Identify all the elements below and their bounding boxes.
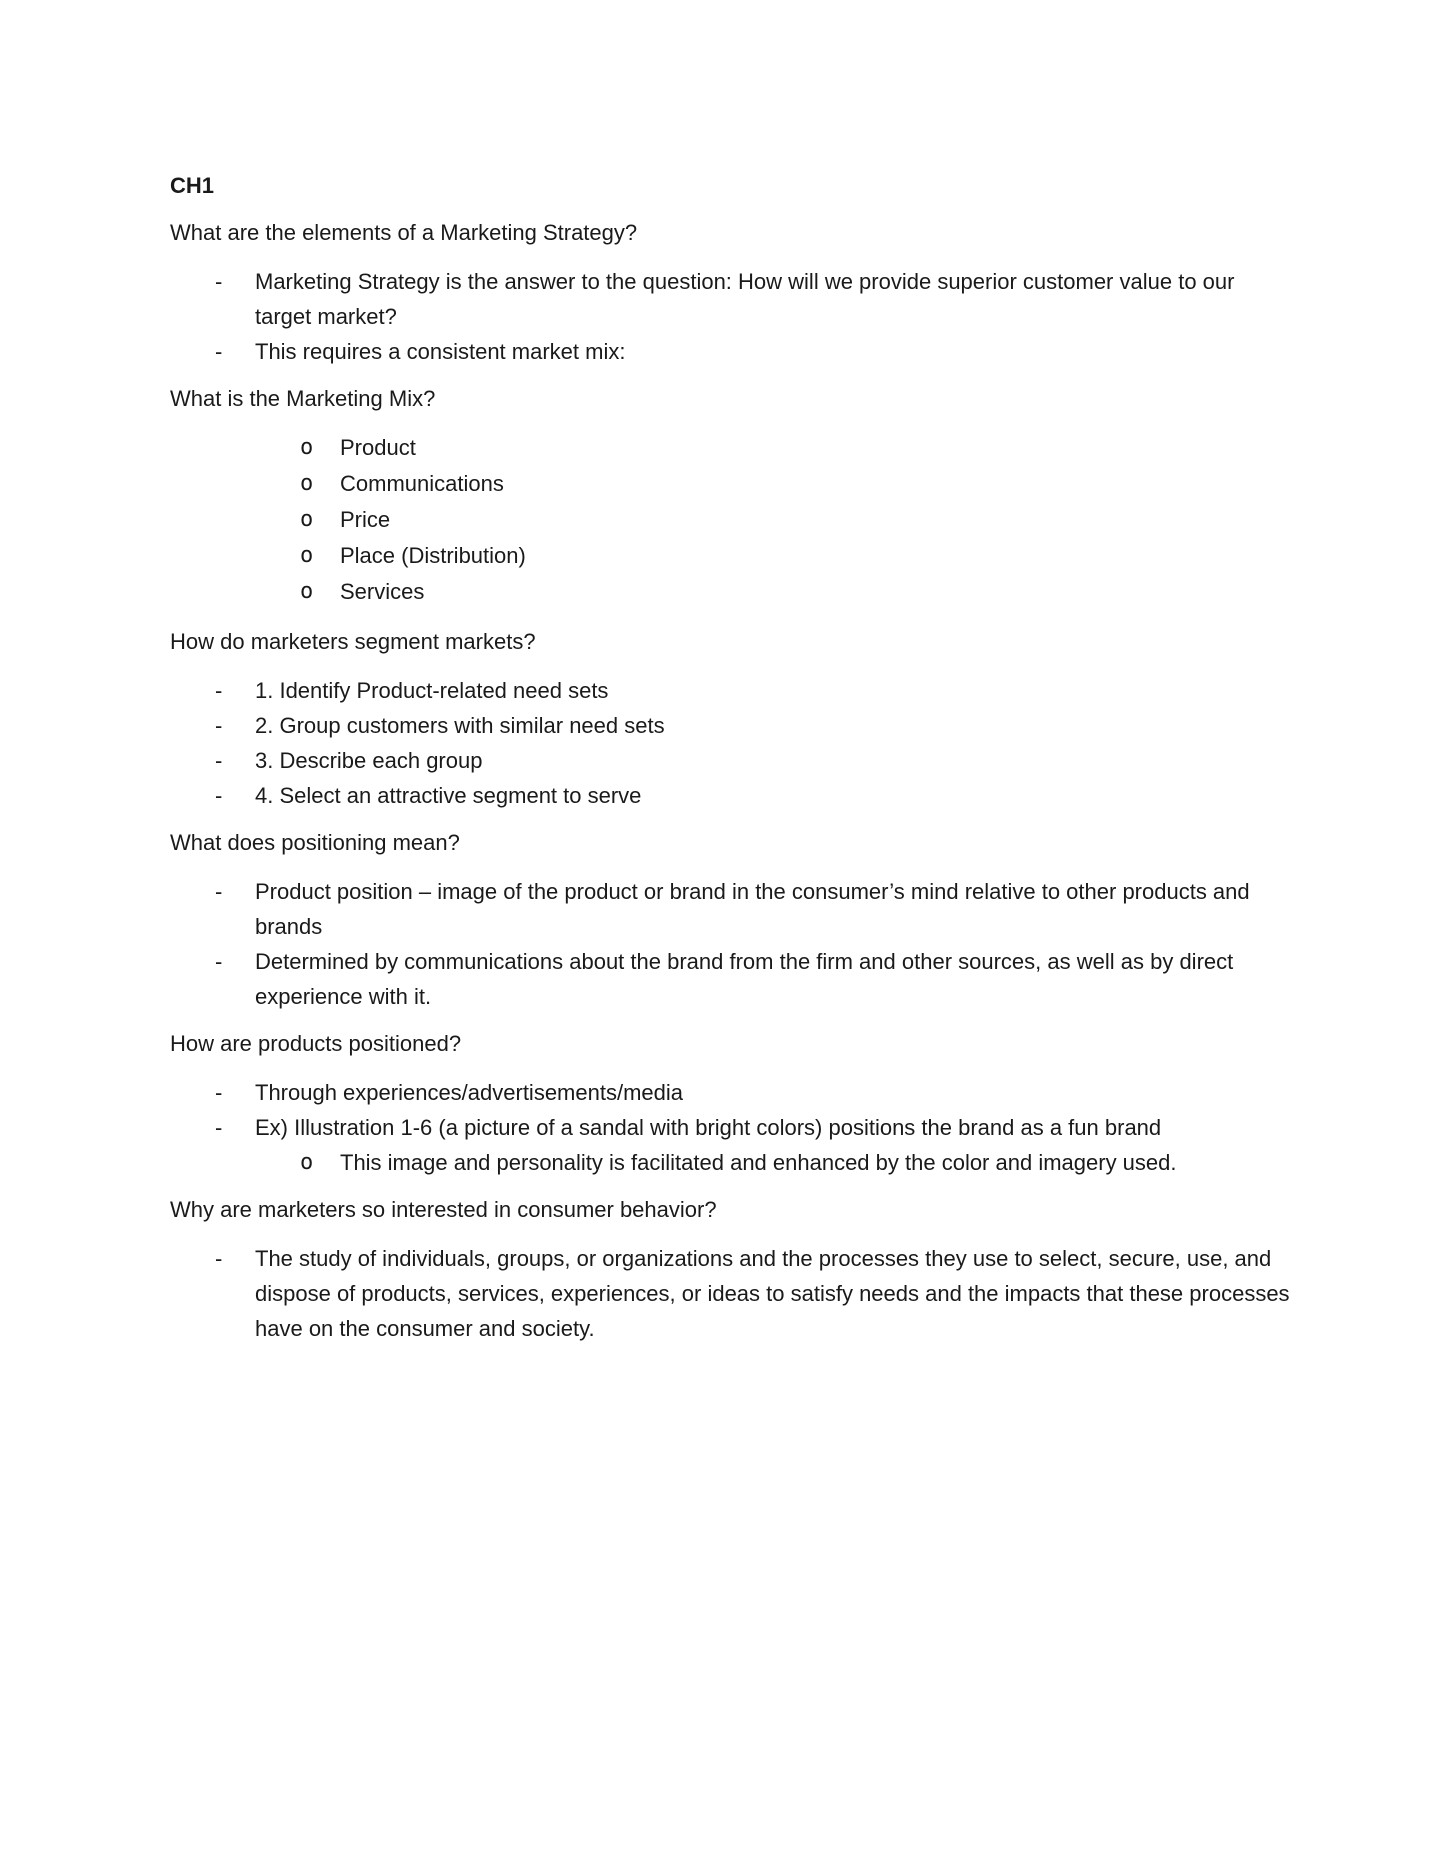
question-positioning-meaning: What does positioning mean? bbox=[170, 830, 460, 855]
list-item bbox=[170, 264, 1290, 334]
sub-list bbox=[170, 1145, 1290, 1180]
list-item-text: Communications bbox=[340, 471, 504, 496]
question-marketing-mix: What is the Marketing Mix? bbox=[170, 386, 436, 411]
list-item-text: The study of individuals, groups, or organizations and the processes they use to select, secure, use, and dispose of products, services, experiences, or ideas to satisfy needs and the impacts that these processes have on the consumer and society. bbox=[255, 1246, 1290, 1341]
answer-list-segment-markets bbox=[170, 673, 1290, 813]
sub-list-item bbox=[170, 1145, 1290, 1180]
answer-list-positioning-meaning bbox=[170, 874, 1290, 1014]
circle-bullet: o bbox=[300, 579, 314, 604]
circle-bullet: o bbox=[300, 1150, 314, 1175]
list-item-text: This requires a consistent market mix: bbox=[255, 339, 626, 364]
list-item-text: Determined by communications about the brand from the firm and other sources, as well as by direct experience with it. bbox=[255, 949, 1234, 1009]
dash-bullet: - bbox=[215, 269, 223, 294]
list-item bbox=[170, 778, 1290, 813]
answer-list-products-positioned bbox=[170, 1075, 1290, 1180]
list-item-text: 3. Describe each group bbox=[255, 748, 483, 773]
dash-bullet: - bbox=[215, 1246, 223, 1271]
list-item bbox=[170, 743, 1290, 778]
list-item-text: 4. Select an attractive segment to serve bbox=[255, 783, 642, 808]
dash-bullet: - bbox=[215, 1080, 223, 1105]
list-item-text: Marketing Strategy is the answer to the question: How will we provide superior customer value to our target market? bbox=[255, 269, 1235, 329]
question-segment-markets: How do marketers segment markets? bbox=[170, 629, 536, 654]
dash-bullet: - bbox=[215, 879, 223, 904]
circle-bullet: o bbox=[300, 507, 314, 532]
circle-bullet: o bbox=[300, 435, 314, 460]
list-item-text: Through experiences/advertisements/media bbox=[255, 1080, 684, 1105]
document-page bbox=[170, 168, 1290, 1358]
list-item bbox=[170, 1075, 1290, 1110]
list-item bbox=[170, 538, 1290, 574]
list-item-text: Place (Distribution) bbox=[340, 543, 526, 568]
list-item bbox=[170, 673, 1290, 708]
question-products-positioned: How are products positioned? bbox=[170, 1031, 462, 1056]
dash-bullet: - bbox=[215, 783, 223, 808]
list-item-text: Product bbox=[340, 435, 416, 460]
list-item-text: Price bbox=[340, 507, 391, 532]
circle-bullet: o bbox=[300, 543, 314, 568]
list-item bbox=[170, 1241, 1290, 1346]
answer-list-marketing-mix bbox=[170, 430, 1290, 610]
list-item bbox=[170, 944, 1290, 1014]
list-item bbox=[170, 334, 1290, 369]
list-item bbox=[170, 708, 1290, 743]
dash-bullet: - bbox=[215, 678, 223, 703]
list-item bbox=[170, 874, 1290, 944]
dash-bullet: - bbox=[215, 748, 223, 773]
list-item bbox=[170, 502, 1290, 538]
answer-list-marketing-strategy bbox=[170, 264, 1290, 369]
dash-bullet: - bbox=[215, 949, 223, 974]
dash-bullet: - bbox=[215, 1115, 223, 1140]
sub-list-item-text: This image and personality is facilitated and enhanced by the color and imagery used. bbox=[340, 1150, 1177, 1175]
circle-bullet: o bbox=[300, 471, 314, 496]
list-item bbox=[170, 1110, 1290, 1180]
question-marketing-strategy: What are the elements of a Marketing Strategy? bbox=[170, 220, 638, 245]
list-item bbox=[170, 430, 1290, 466]
dash-bullet: - bbox=[215, 339, 223, 364]
list-item-text: 2. Group customers with similar need sets bbox=[255, 713, 665, 738]
chapter-title: CH1 bbox=[170, 173, 215, 198]
list-item-text: Services bbox=[340, 579, 425, 604]
list-item bbox=[170, 466, 1290, 502]
list-item-text: 1. Identify Product-related need sets bbox=[255, 678, 609, 703]
list-item-text: Product position – image of the product or brand in the consumer’s mind relative to other products and brands bbox=[255, 879, 1250, 939]
list-item bbox=[170, 574, 1290, 610]
dash-bullet: - bbox=[215, 713, 223, 738]
answer-list-consumer-behavior bbox=[170, 1241, 1290, 1346]
list-item-text: Ex) Illustration 1-6 (a picture of a sandal with bright colors) positions the brand as a fun brand bbox=[255, 1115, 1162, 1140]
question-consumer-behavior: Why are marketers so interested in consumer behavior? bbox=[170, 1197, 717, 1222]
